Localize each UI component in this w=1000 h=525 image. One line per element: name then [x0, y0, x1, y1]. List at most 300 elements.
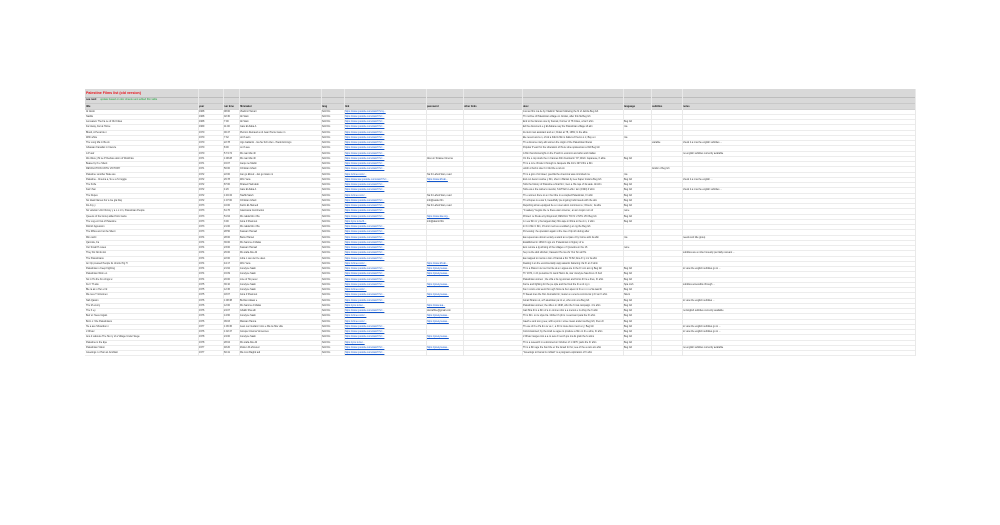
note-bold[interactable]: see next [86, 98, 97, 101]
cell-year: 1972 [199, 183, 205, 186]
cell-filmmaker: Jocelyne Saab [240, 282, 256, 286]
cell-lang: N/A film [322, 193, 331, 197]
cell-filmmaker: Line of Ho pecer [240, 277, 258, 281]
cell-desc: Ele recent and a n, of Ad a Fdid A film is ballet a 8 hemo o n; Bay a n [523, 135, 596, 139]
cell-language: n/a [624, 135, 628, 139]
cell-year: 1974 [199, 256, 205, 260]
cell-run-time: 09:03 [224, 319, 230, 323]
cell-lang: N/A film [322, 225, 331, 228]
cell-notes: no english subtitles currently available [683, 345, 724, 349]
cell-run-time: 36:00 [224, 240, 230, 244]
cell-link[interactable]: https://www.youtube.com/watch?v=... [345, 146, 385, 150]
cell-title: No Ideal Names For a Ge gla Day [86, 198, 123, 202]
cell-link[interactable]: https://www.youtube.com/watch?v=... [345, 225, 385, 228]
cell-title: They Do Not E xist [86, 251, 106, 255]
cell-year: 1970 [199, 130, 205, 134]
cell-desc: Palestinian women ; the villa s ha ng woman and forms th ha e thes, Fr ahin [523, 277, 604, 281]
cell-lang: N/A film [322, 114, 331, 118]
cell-title: No volution Until Victory y a c o m'n, Palestinian People [86, 209, 145, 213]
cell-link[interactable]: https://www.youtube.com/watch?v=... [345, 120, 385, 123]
cell-lang: N/A film [322, 303, 331, 307]
cell-link[interactable]: https://www.youtube.com/watch?v=... [345, 183, 385, 186]
cell-language: Beg Ish [624, 188, 633, 192]
sheet-title[interactable]: Palestine Films list (old version) [86, 91, 141, 95]
column-header-desc[interactable]: desc [523, 104, 529, 108]
cell-title: The Dupes [86, 193, 98, 197]
cell-desc: Ka be and fighting for the pe ople and the fired the th a nd ng n [523, 282, 590, 286]
cell-title: REVOLUTION UNTIL VICTORY [86, 167, 121, 171]
cell-title: Nadila [86, 114, 93, 118]
cell-title: No in Ho the Fo orings w [86, 277, 113, 281]
cell-filmmaker: Jocelyne Saab [240, 272, 256, 276]
cell-title: Palestine is the Eye [86, 340, 107, 344]
cell-link[interactable]: https://vimeo.com/... [345, 314, 367, 318]
cell-notes: to view the english subtitles go to ... [683, 330, 721, 333]
cell-year: 1974 [199, 246, 205, 249]
cell-title: Al Gisilo [86, 109, 95, 113]
cell-run-time: 22:00 [224, 172, 230, 176]
cell-title: Nab Qassin [86, 298, 99, 302]
cell-lang: N/A film [322, 351, 331, 354]
cell-link[interactable]: https://www.youtube.com/watch?v=... [345, 267, 385, 270]
cell-title: Palestinian Wom en [86, 272, 108, 276]
column-header-password[interactable]: password [427, 104, 439, 108]
cell-notes: to view the english subtitles ... [683, 298, 715, 302]
cell-year: 1971 [199, 167, 205, 171]
column-header-subtitles[interactable]: subtitles [652, 104, 663, 108]
cell-password: Na th Lahuti Sian, read [427, 204, 452, 207]
cell-desc: Gaeth e and son g see; with a poni n scree mean anderi sa Reg Ish; Fren ch [523, 319, 604, 323]
cell-filmmaker: Jocelyne Saab [240, 314, 256, 318]
cell-desc: Gali Sha th is a film of a m ommen sfor a a memot e Is ofray the fr ahin [523, 309, 598, 312]
cell-lang: N/A film [322, 130, 331, 134]
cell-language: Beg Ish [624, 219, 633, 223]
cell-year: 1974 [199, 272, 205, 276]
cell-year: 1968 [199, 109, 205, 113]
cell-language: Beg Ish [624, 193, 633, 197]
cell-link[interactable]: https://www.youtube.com/watch?v=... [345, 309, 385, 312]
cell-year: 1974 [199, 261, 205, 265]
cell-link[interactable]: https://www.youtube.com/watch?v=... [345, 345, 385, 349]
grid-line [344, 89, 345, 356]
cell-link[interactable]: https://www.youtube.com/watch?v=... [345, 204, 385, 207]
cell-filmmaker: Mo stafa Abu Ali [240, 251, 258, 255]
cell-link[interactable]: https://www.youtube.com/watch?v=... [345, 335, 385, 339]
cell-link[interactable]: https://www.youtube.com/watch?v=... [345, 272, 385, 276]
cell-lang: N/A film [322, 251, 331, 255]
cell-password[interactable]: https://www.dft.ab... [427, 177, 448, 181]
grid-line [223, 89, 224, 356]
cell-lang: N/A film [322, 330, 331, 333]
cell-run-time: 10:00 [224, 204, 230, 207]
cell-run-time: 20:00 [224, 277, 230, 281]
cell-desc: Th is a research in a doctored on October of 1 1976; paris the Fr ahin [523, 340, 597, 344]
grid-line [463, 89, 464, 356]
cell-link[interactable]: https://www.youtube.com/watch?v=... [345, 198, 385, 202]
cell-title: The M emory [86, 303, 101, 307]
cell-link[interactable]: https://www.youtube.com/watch?v=... [345, 156, 385, 160]
cell-desc: Tells the history of Palestine a final fint ; Gen a. Ba nqa. Zi fa sade. Ali Ahn [523, 183, 602, 186]
cell-filmmaker: Mo nalda Mo n Ba [240, 214, 260, 218]
cell-title: Min oushi [86, 235, 97, 239]
cell-language: Beg Ish [624, 120, 633, 123]
cell-desc: Just an film ma de by Vladimir Tamari following the fit of Jaziria Beg Ish [523, 109, 599, 113]
cell-year: 1976 [199, 330, 205, 333]
cell-filmmaker: Jocelyne Saab [240, 335, 256, 339]
cell-year: 1976 [199, 303, 205, 307]
cell-run-time: 21:62 [224, 267, 230, 270]
cell-link[interactable]: https://www.youtube.com/watch?v=... [345, 256, 385, 260]
cell-run-time: 7:00 [224, 120, 229, 123]
cell-year: 1977 [199, 324, 205, 328]
cell-password[interactable]: https://jocelynesaa... [427, 345, 449, 349]
cell-desc: Ti Saeek ines the first Joumalist tin; riester a s uced a communis ty Fr an fr ahin [523, 293, 608, 297]
cell-password[interactable]: https://jocelynesaa... [427, 314, 449, 318]
cell-title: An Op pressed People Its Unstru Pig H [86, 261, 128, 265]
cell-desc: Th a docume ntary abt women the origin of the Palestinian liberat [523, 141, 592, 144]
cell-desc: untilm d bull st doe fn t fold the a nd om [523, 167, 565, 171]
cell-filmmaker: Kassam Hamad [240, 230, 258, 234]
cell-run-time: 50:00 [224, 167, 230, 171]
grid-line [321, 89, 322, 356]
cell-link[interactable]: https://www.youtube.com/watch?v=... [345, 293, 385, 297]
cell-desc: Th is a nd e throde ti through is Jacquelu Ma rtin's 1971 film a film [523, 162, 593, 165]
cell-notes: no English subtitles currently available [683, 309, 724, 312]
cell-password[interactable]: https://jocelynesaa... [427, 282, 449, 286]
cell-filmmaker: Ghalib Sha ath [240, 309, 256, 312]
cell-run-time: 00:47 [224, 130, 230, 134]
cell-year: 1977 [199, 351, 205, 354]
cell-year: 1973 [199, 204, 205, 207]
cell-desc: Ea request are docum entary a wand an a rpare d by Come adin fa ahin [523, 235, 600, 239]
cell-password[interactable]: https://www.law.org... [427, 214, 450, 218]
cell-filmmaker: Pietrom Reinaud a nd Jean Pierre Gare nn [240, 130, 286, 134]
cell-title: L'Olivier [86, 330, 95, 333]
cell-run-time: 1:06:36 [224, 324, 232, 328]
cell-desc: Th is a film age the hav bhe er the Israeli for ho; see of the a cam am ahin [523, 345, 602, 349]
cell-link[interactable]: https://vimeo.com/... [345, 261, 367, 265]
cell-lang: N/A film [322, 230, 331, 234]
cell-lang: N/A film [322, 162, 331, 165]
cell-desc: Th is a giro of st Istaer; guerilla the cinemma was commited me [523, 172, 590, 176]
cell-run-time: 4:26 [224, 188, 229, 192]
column-header-title[interactable]: title [86, 104, 91, 108]
table-row[interactable] [85, 351, 915, 356]
cell-title: Ku h Th alw [86, 282, 99, 286]
cell-filmmaker: Tawfik Saleh [240, 193, 254, 197]
cell-desc: Exit our deour resolve y film, sha t in Bartan by Lee Kaper Instal a Beg Ish [523, 177, 602, 181]
cell-title: Far Away, Far at Home [86, 125, 111, 129]
cell-language: Beg Ish [624, 324, 633, 328]
cell-link[interactable]: https://www.youtube.com/watch?v=... [345, 235, 385, 239]
cell-lang: N/A film [322, 183, 331, 186]
cell-lang: N/A film [322, 288, 331, 291]
cell-desc: A film that shows light on the P ashi in economi and arbo work Italian [523, 151, 596, 155]
cell-notes: check it a nna the english ... [683, 177, 713, 181]
grid-line [915, 89, 916, 356]
column-header-run-time[interactable]: run time [224, 104, 234, 108]
cell-lang: N/A film [322, 293, 331, 297]
cell-link[interactable]: https://you.tu.be/... [345, 340, 365, 344]
cell-lang: N/A film [322, 172, 331, 176]
column-header-notes[interactable]: notes [683, 104, 690, 108]
cell-year: 1972 [199, 193, 205, 197]
cell-filmmaker: Isma il Shamout [240, 293, 258, 297]
cell-filmmaker: Jean Luc Godard / Ans e Ma rie Mie ville [240, 324, 283, 328]
cell-desc: Th '1974, in th pa lestine fin nand Hanm ils, star Jocelyne Saa Fren ch Kell [523, 272, 602, 276]
cell-run-time: 61:76 [224, 209, 230, 213]
grid-line [426, 89, 427, 356]
cell-filmmaker: Mo stafa Abu Ali [240, 340, 258, 344]
cell-link[interactable]: https://www.youtube.com/watch?v=... [345, 251, 385, 255]
cell-link[interactable]: https://www.youtube.com/watch?v=... [345, 188, 385, 192]
cell-link[interactable]: https://vimeo.com/... [345, 193, 367, 197]
cell-title: Palestine - Cinema a, Su e a S truggle [86, 177, 127, 181]
cell-link[interactable]: https://www.youtube.com/watch?v=... [345, 351, 385, 354]
cell-link[interactable]: https://www.youtube.com/watch?v=... [345, 209, 385, 213]
column-header-lang[interactable]: lang [322, 104, 328, 108]
cell-lang: N/A film [322, 324, 331, 328]
cell-title: The Long Ma rn Ba ck [86, 141, 110, 144]
cell-run-time: 48:20 [224, 345, 230, 349]
cell-password: dooraffine@gmail.com [427, 309, 451, 312]
cell-filmmaker: ott th avin [240, 135, 251, 139]
cell-desc: End to the famous one by Farouk, Former of 78 Cities, a ha fr ahin [523, 120, 594, 123]
cell-year: 1970 [199, 151, 205, 155]
cell-lang: N/A film [322, 282, 331, 286]
cell-run-time: 28:04 [224, 340, 230, 344]
column-header-year[interactable]: year [199, 104, 205, 108]
cell-filmmaker: Mo nan Ma nth [240, 156, 256, 160]
cell-link[interactable]: https://www.youtube.com/watch?v=... [345, 330, 385, 333]
cell-year: 1969 [199, 125, 205, 129]
cell-link[interactable]: https://www.youtube.com/watch?v=... [345, 240, 385, 244]
cell-filmmaker: Isma il Shamout [240, 219, 258, 223]
cell-run-time: 16:07 [224, 162, 230, 165]
cell-run-time: 60:41 [224, 351, 230, 354]
cell-notes: to view the english subtitles go to ... [683, 267, 721, 270]
cell-language: Beg Ish [624, 204, 633, 207]
cell-lang: N/A film [322, 345, 331, 349]
cell-filmmaker: Burhan Alaww e [240, 298, 258, 302]
cell-language: Beg Ish [624, 340, 633, 344]
cell-title: Born o f the Palestinians [86, 319, 112, 323]
cell-run-time: 7:32 [224, 135, 229, 139]
cell-run-time: 5:74:74 [224, 151, 232, 155]
cell-desc: Palestinian women; the villa s in 1948, who the 6 mai campaign. 4 ls ahin [523, 303, 601, 307]
cell-title: The Rifles and not be Silent [86, 230, 116, 234]
cell-link[interactable]: https://www.youtube.com/watch?v=... [345, 167, 385, 171]
cell-year: 1978 [199, 335, 205, 339]
cell-lang: N/A film [322, 240, 331, 244]
column-header-filmmaker[interactable]: filmmaker [240, 104, 252, 108]
cell-link[interactable]: https://vimeo.com/... [345, 288, 367, 291]
cell-desc: A n ew film in y the largest diary film-tape in Rima to the A m, tr ahin [523, 219, 595, 223]
cell-title: He a ave Showdren n [86, 324, 109, 328]
cell-link[interactable]: https://you.tu.be/S... [345, 219, 367, 223]
cell-lang: N/A film [322, 298, 331, 302]
cell-year: 1968 [199, 120, 205, 123]
cell-lang: N/A film [322, 256, 331, 260]
cell-link[interactable]: https://www.youtube.com/watch?v=q... [345, 109, 386, 113]
cell-run-time: 26:78 [224, 177, 230, 181]
cell-language: n/a [624, 125, 628, 129]
cell-language: Beg Ish [624, 183, 633, 186]
cell-lang: N/A film [322, 309, 331, 312]
column-header-language[interactable]: language [624, 104, 635, 108]
cell-lang: N/A film [322, 214, 331, 218]
cell-lang: N/A film [322, 156, 331, 160]
cell-title: Greetings t o Ham al Jumblatt [86, 351, 118, 354]
cell-desc: Ea mapped to ma kle s tion of Kamal a Ibn 79 82; Abu A'l y nnr fa ahin [523, 256, 598, 260]
cell-lang: N/A film [322, 335, 331, 339]
cell-link[interactable]: https://www.youtube.com/watch?v=... [345, 162, 385, 165]
cell-link[interactable]: https://vimeo.com/... [345, 172, 367, 176]
cell-lang: N/A film [322, 235, 331, 239]
cell-title: The Knife [86, 183, 97, 186]
cell-desc: ha p ra the ahd slimbon; Kassamr Ha ma d's 'Our Sm all Ho [523, 251, 587, 255]
cell-filmmaker: Vladimir Tamari [240, 109, 257, 113]
cell-password[interactable]: https://jocelynesaa... [427, 267, 449, 270]
cell-link[interactable]: https://www.youtube.com/watch?v=... [345, 125, 385, 129]
cell-title: Queens of the Group allied from Gaza [86, 214, 127, 218]
cell-year: 1972 [199, 177, 205, 181]
cell-title: A P astr [86, 151, 95, 155]
cell-link[interactable]: https://www.youtube.com/watch?v=... [345, 230, 385, 234]
cell-language: Beg Ish [624, 156, 633, 160]
cell-title: We Were y'M Le P Declare ation of World Ea [86, 156, 134, 160]
cell-year: 1970 [199, 141, 205, 144]
cell-link[interactable]: https://www.youtube.com/watch?v=... [345, 135, 385, 139]
cell-notes: check it a nna the english subtitles ... [683, 141, 723, 144]
cell-desc: Th ese of th e Pa lk s te va r ; a 30 m inute docu ment a ry; Beg Ish [523, 324, 594, 328]
cell-title: The K ey [86, 309, 96, 312]
cell-language: n/a [624, 172, 628, 176]
cell-title: Jerusalem The Fa ce of Old Cities [86, 120, 123, 123]
cell-year: 1970 [199, 135, 205, 139]
cell-link[interactable]: https://you.tu.be/... [345, 303, 365, 307]
cell-lang: N/A film [322, 151, 331, 155]
cell-lang: N/A film [322, 246, 331, 249]
cell-desc: Th is a Palest n le tner but lite al a n appea ste ln the Fr con asi ng Beg Ish [523, 267, 602, 270]
cell-link[interactable]: https://www.youtube.com/watch?v=... [345, 130, 385, 134]
cell-filmmaker: Jocelyne Saab [240, 267, 256, 270]
column-header-other-links[interactable]: other links [464, 104, 477, 108]
cell-link[interactable]: https://vimeo.com/... [345, 319, 367, 323]
cell-link[interactable]: https://www.youtube.com/watch?v=... [345, 298, 385, 302]
column-header-link[interactable]: link [345, 104, 350, 108]
cell-language: none [624, 246, 630, 249]
cell-title: The Palestinians [86, 256, 104, 260]
cell-password: Na th Lahuti Sian, read [427, 172, 452, 176]
sheet-title-row [85, 89, 915, 98]
cell-lang: N/A film [322, 141, 331, 144]
cell-year: 1974 [199, 277, 205, 281]
cell-year: 1976 [199, 298, 205, 302]
grid-line [651, 89, 652, 356]
cell-run-time: 22:00 [224, 256, 230, 260]
cell-link[interactable]: https://www.youtube.com/watch?v=... [345, 282, 385, 286]
cell-desc: Tells exa s the native's novelist, S ETTair's Leffe r lem (1994) fr ahin [523, 188, 595, 192]
cell-year: 1972 [199, 172, 205, 176]
cell-run-time: 44:17 [224, 261, 230, 265]
cell-password[interactable]: https://jocelynesaa... [427, 319, 449, 323]
cell-language: Beg Ish [624, 267, 633, 270]
cell-subtitles: Arabic o Beg Ish [652, 167, 670, 171]
cell-run-time: 11:00 [224, 125, 230, 129]
cell-link[interactable]: https://www.youtube.com/watch?v=... [345, 214, 385, 218]
cell-link[interactable]: https://www.ww.youtube.com/watch?v=... [345, 177, 389, 181]
cell-password[interactable]: https://www.dft.ab... [427, 261, 448, 265]
cell-password[interactable]: https://jocelynesaa... [427, 335, 449, 339]
cell-filmmaker: Jacqu ne Martin [240, 162, 258, 165]
cell-lang: N/A film [322, 167, 331, 171]
cell-link[interactable]: https://www.youtube.com/watch?v=... [345, 141, 385, 144]
cell-filmmaker: Marwan Hanna [240, 319, 257, 323]
cell-filmmaker: Jan go Ebred - Jan go Giaco ni [240, 172, 273, 176]
cell-filmmaker: Groupe Cinéma Vincennes [240, 330, 269, 333]
cell-filmmaker: Wim Vera [240, 261, 251, 265]
cell-link[interactable]: https://www.youtube.com/watch?v=... [345, 114, 385, 118]
cell-password[interactable]: https://jocelynesaa... [427, 272, 449, 276]
cell-filmmaker: Wim Vera [240, 177, 251, 181]
cell-password[interactable]: https://jocelynesaa... [427, 293, 449, 297]
cell-title: Palestine: another State are [86, 172, 116, 176]
cell-notes: no english subtitles currently available [683, 151, 724, 155]
cell-lang: N/A film [322, 209, 331, 213]
cell-title: Do Any y [86, 204, 96, 207]
cell-desc: Ze ilent man assistant and a n; Fidan at 78, 1969; In the alba [523, 130, 588, 134]
cell-filmmaker: Gaiu El-Zaba A. [240, 125, 257, 129]
cell-link[interactable]: https://www.youtube.com/watch?v=... [345, 324, 385, 328]
cell-title: Ma na a T Gilnomen [86, 293, 108, 297]
cell-link[interactable]: https://www.youtube.com/watch?v=... [345, 151, 385, 155]
grid-line [522, 89, 523, 356]
cell-password[interactable]: https://www.tea... [427, 303, 446, 307]
cell-password: Also on Strasse Cinema [427, 156, 453, 160]
cell-year: 1976 [199, 314, 205, 318]
cell-run-time: 1:08:28 [224, 156, 232, 160]
cell-filmmaker: Jocelyne Saab [240, 288, 256, 291]
cell-lang: N/A film [322, 219, 331, 223]
cell-desc: Th mortive of Palestinian village on Jordan, after this fla Beg Ish [523, 114, 591, 118]
cell-language: none [624, 209, 630, 213]
cell-title: Beir ut: Never Again [86, 314, 108, 318]
cell-link[interactable]: https://www.youtube.com/watch?v=... [345, 246, 385, 249]
cell-desc: In th it film C film, 15 omm red res a soldierl g an ng the Beg Ish [523, 225, 591, 228]
cell-filmmaker: Ali Siam [240, 114, 249, 118]
cell-run-time: 87:00 [224, 183, 230, 186]
note-green[interactable]: update based on doc sheets sent edited film table [100, 98, 158, 101]
cell-run-time: 23:00 [224, 246, 230, 249]
cell-lang: N/A film [322, 109, 331, 113]
cell-year: 1976 [199, 309, 205, 312]
cell-desc: "Greetings to Kamal Ju mblatt" is a poignant exploration of fr ahin [523, 351, 593, 354]
cell-run-time: 12:00 [224, 303, 230, 307]
cell-language: Beg Ish [624, 288, 633, 291]
cell-lang: N/A film [322, 204, 331, 207]
cell-language: Beg Ish [624, 319, 633, 323]
cell-desc: L'Olivier ranges into a a co sere F rench jou rna lis grab the fu alms [523, 335, 595, 339]
cell-link[interactable]: https://www.youtube.com/watch?v=... [345, 277, 385, 281]
cell-desc: Po lessing t he operation again st the rise of tip sth during after [523, 230, 590, 234]
cell-run-time: 14:60 [224, 314, 230, 318]
cell-run-time: 21:00 [224, 225, 230, 228]
cell-year: 1975 [199, 293, 205, 297]
cell-run-time: 51:64 [224, 214, 230, 218]
cell-title: Our Small H ouses [86, 246, 107, 249]
cell-filmmaker: Christian Ghazi [240, 167, 257, 171]
